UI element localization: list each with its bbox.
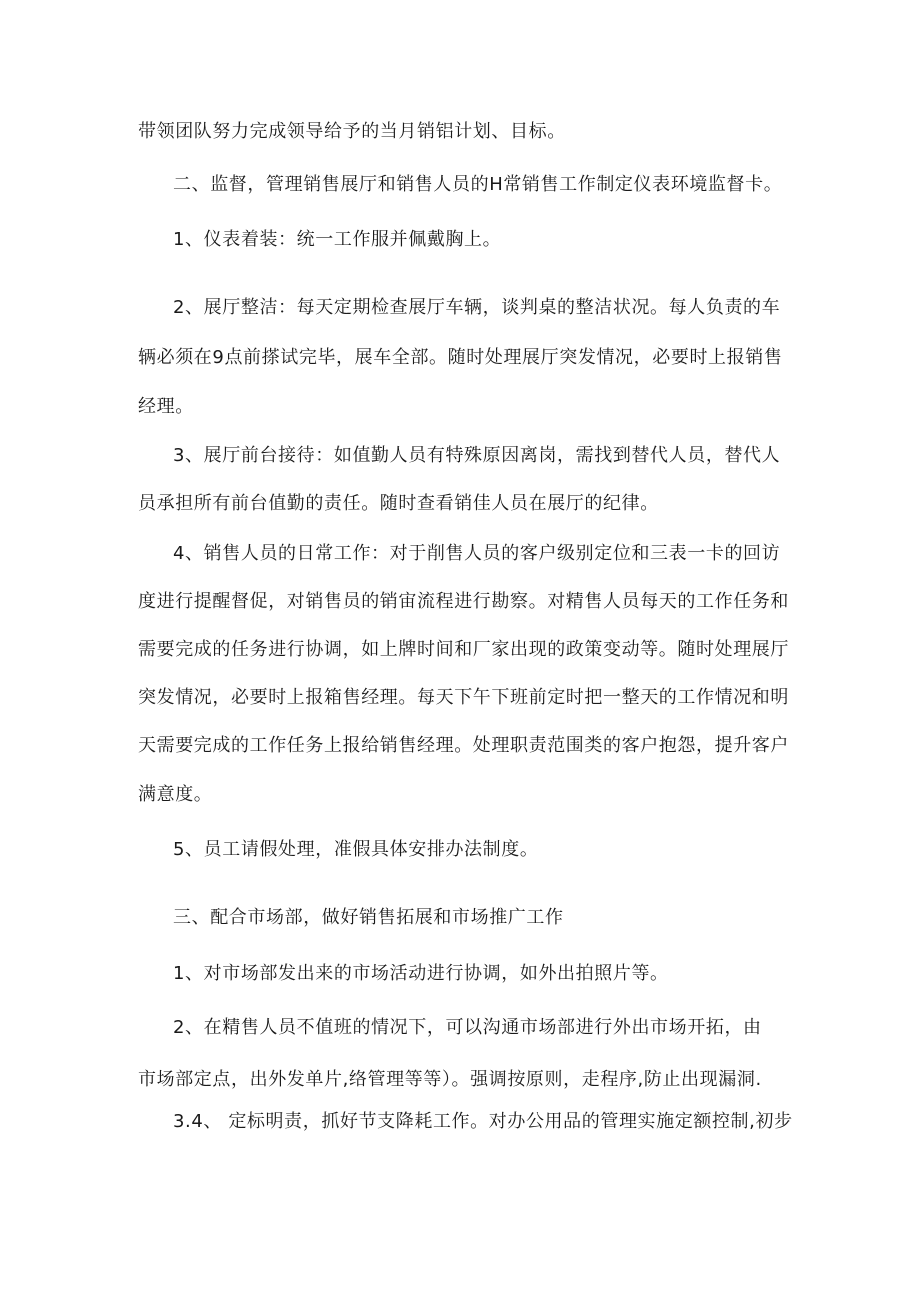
- section-heading-3: 三、配合市场部，做好销售拓展和市场推广工作: [173, 907, 564, 928]
- list-item-2-4-line-1: 4、销售人员的日常工作：对于削售人员的客户级别定位和三表一卡的回访: [173, 543, 781, 564]
- list-item-2-4-line-3: 需要完成的任务进行协调，如上牌时间和厂家出现的政策变动等。随时处理展厅: [138, 639, 789, 660]
- list-item-2-3-line-1: 3、展厅前台接待：如值勤人员有特殊原因离岗，需找到替代人员，替代人: [173, 445, 781, 466]
- list-item-3-4: 3.4、 定标明责，抓好节支降耗工作。对办公用品的管理实施定额控制,初步: [173, 1111, 793, 1132]
- list-item-2-5: 5、员工请假处理，准假具体安排办法制度。: [173, 839, 539, 860]
- section-heading-2: 二、监督，管理销售展厅和销售人员的H常销售工作制定仪表环境监督卡。: [173, 174, 783, 195]
- list-item-2-3-line-2: 员承担所有前台值勤的责任。随时查看销佳人员在展厅的纪律。: [138, 493, 659, 514]
- list-item-2-2-line-2: 辆必须在9点前搽试完毕，展车全部。随时处理展厅突发情况，必要时上报销售: [138, 347, 783, 368]
- list-item-2-4-line-4: 突发情况，必要时上报箱售经理。每天下午下班前定时把一整天的工作情况和明: [138, 687, 789, 708]
- text-line-1: 带领团队努力完成领导给予的当月销铝计划、目标。: [138, 121, 566, 142]
- list-item-3-1: 1、对市场部发出来的市场活动进行协调，如外出拍照片等。: [173, 963, 669, 984]
- list-item-3-2-line-2: 市场部定点，出外发单片,络管理等等）。强调按原则，走程序,防止出现漏洞.: [138, 1069, 762, 1090]
- list-item-2-4-line-6: 满意度。: [138, 784, 213, 805]
- list-item-2-2-line-1: 2、展厅整洁：每天定期检查展厅车辆，谈判桌的整洁状况。每人负责的车: [173, 297, 781, 318]
- list-item-3-2-line-1: 2、在精售人员不值班的情况下，可以沟通市场部进行外出市场开拓，由: [173, 1017, 762, 1038]
- list-item-2-4-line-2: 度进行提醒督促，对销售员的销宙流程进行勘察。对精售人员每天的工作任务和: [138, 591, 789, 612]
- list-item-2-4-line-5: 天需要完成的工作任务上报给销售经理。处理职责范围类的客户抱怨，提升客户: [138, 735, 789, 756]
- list-item-2-2-line-3: 经理。: [138, 396, 194, 417]
- list-item-2-1: 1、仪表着装：统一工作服并佩戴胸上。: [173, 229, 502, 250]
